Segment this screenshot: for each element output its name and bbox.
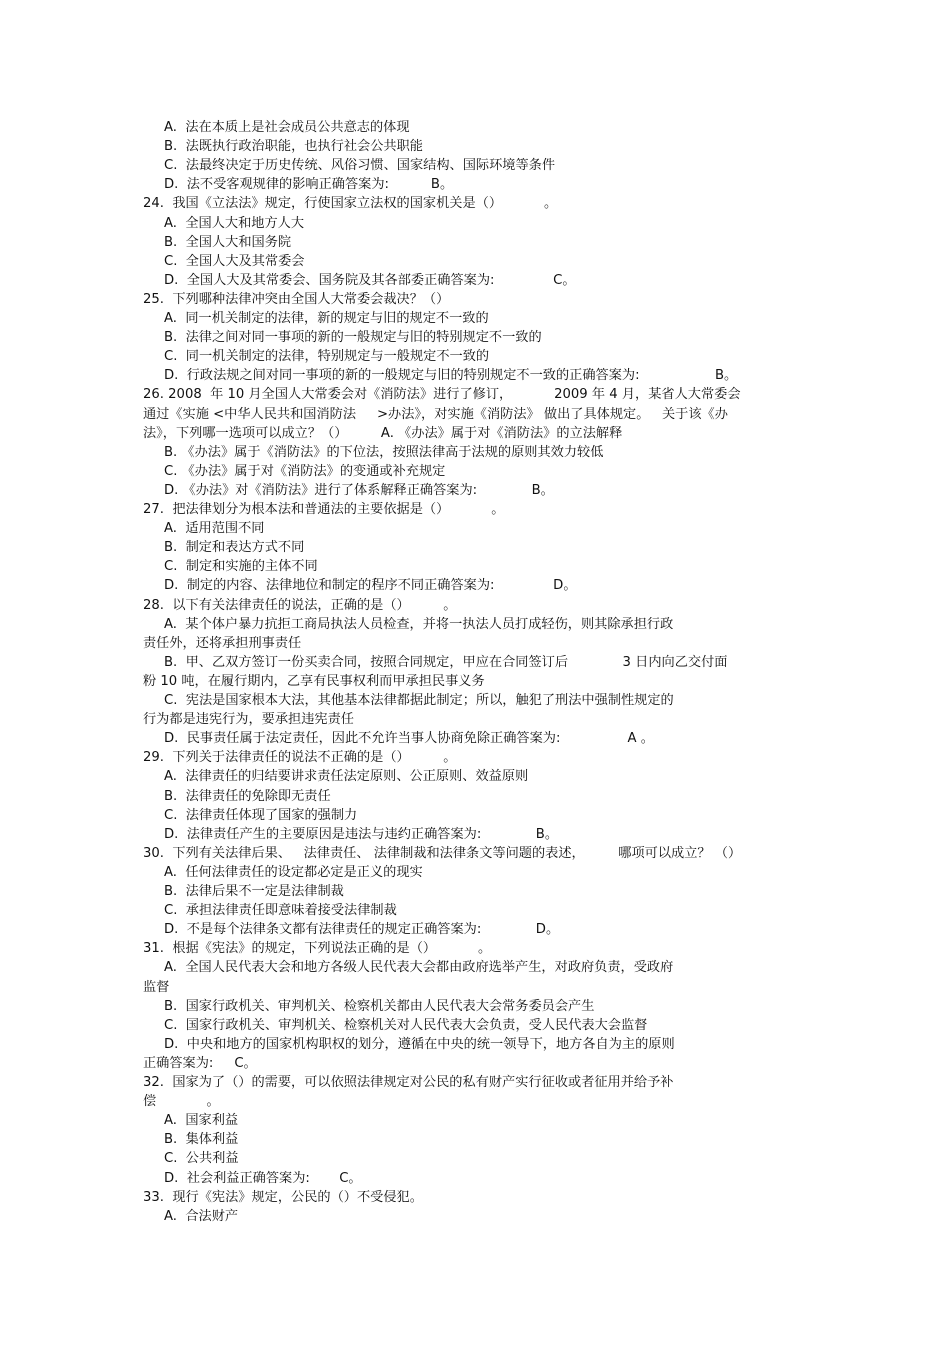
option-line: A. 合法财产 [164, 1208, 239, 1224]
continuation-line: 通过《实施 <中华人民共和国消防法 >办法》，对实施《消防法》 做出了具体规定。 关于该《办 [143, 406, 728, 422]
question-line: 25. 下列哪种法律冲突由全国人大常委会裁决？（） [143, 291, 450, 307]
option-line: C. 宪法是国家根本大法，其他基本法律都据此制定；所以，触犯了刑法中强制性规定的 [164, 693, 674, 708]
option-line: C. 《办法》属于对《消防法》的变通或补充规定 [164, 463, 446, 479]
option-line: C. 国家行政机关、审判机关、检察机关对人民代表大会负责，受人民代表大会监督 [164, 1017, 648, 1033]
option-line: B. 国家行政机关、审判机关、检察机关都由人民代表大会常务委员会产生 [164, 998, 595, 1014]
continuation-line: 粉 10 吨，在履行期内，乙享有民事权利而甲承担民事义务 [143, 673, 485, 689]
continuation-line: 法》，下列哪一选项可以成立？（） A. 《办法》属于对《消防法》的立法解释 [143, 425, 623, 441]
question-line: 29. 下列关于法律责任的说法不正确的是（） 。 [143, 750, 457, 766]
option-line: A. 法律责任的归结要讲求责任法定原则、公正原则、效益原则 [164, 769, 529, 785]
option-line: D. 社会利益正确答案为: C。 [164, 1170, 362, 1186]
question-line: 30. 下列有关法律后果、 法律责任、 法律制裁和法律条文等问题的表述， 哪项可以成立？ （） [143, 845, 742, 861]
option-line: B. 集体利益 [164, 1132, 239, 1148]
continuation-line: 监督 [143, 979, 170, 995]
option-line: A. 全国人大和地方人大 [164, 215, 305, 231]
question-line: 24. 我国《立法法》规定，行使国家立法权的国家机关是（） 。 [143, 196, 558, 212]
continuation-line: 偿 。 [143, 1094, 220, 1110]
option-line: D. 行政法规之间对同一事项的新的一般规定与旧的特别规定不一致的正确答案为: B。 [164, 368, 738, 384]
option-line: B. 制定和表达方式不同 [164, 540, 305, 556]
option-line: A. 全国人民代表大会和地方各级人民代表大会都由政府选举产生，对政府负责，受政府 [164, 960, 674, 976]
option-line: D. 制定的内容、法律地位和制定的程序不同正确答案为: D。 [164, 578, 577, 594]
option-line: D. 《办法》对《消防法》进行了体系解释正确答案为: B。 [164, 482, 554, 498]
option-line: D. 中央和地方的国家机构职权的划分，遵循在中央的统一领导下，地方各自为主的原则 [164, 1036, 675, 1052]
option-line: A. 同一机关制定的法律，新的规定与旧的规定不一致的 [164, 311, 489, 326]
option-line: C. 同一机关制定的法律，特别规定与一般规定不一致的 [164, 349, 490, 365]
option-line: D. 全国人大及其常委会、国务院及其各部委正确答案为: C。 [164, 272, 576, 288]
continuation-line: 行为都是违宪行为，要承担违宪责任 [143, 712, 354, 728]
option-line: C. 公共利益 [164, 1151, 239, 1167]
question-line: 33. 现行《宪法》规定，公民的（）不受侵犯。 [143, 1189, 423, 1205]
question-line: 31. 根据《宪法》的规定，下列说法正确的是（） 。 [143, 941, 492, 957]
option-line: D. 民事责任属于法定责任，因此不允许当事人协商免除正确答案为: A 。 [164, 731, 654, 747]
option-line: C. 制定和实施的主体不同 [164, 559, 318, 575]
continuation-line: 责任外，还将承担刑事责任 [143, 635, 302, 651]
option-line: C. 法最终决定于历史传统、风俗习惯、国家结构、国际环境等条件 [164, 158, 556, 174]
option-line: C. 法律责任体现了国家的强制力 [164, 807, 358, 823]
option-line: A. 国家利益 [164, 1113, 239, 1129]
option-line: B. 法律后果不一定是法律制裁 [164, 884, 344, 899]
option-line: C. 承担法律责任即意味着接受法律制裁 [164, 903, 397, 919]
option-line: A. 某个体户暴力抗拒工商局执法人员检查，并将一执法人员打成轻伤，则其除承担行政 [164, 616, 674, 632]
option-line: D. 不是每个法律条文都有法律责任的规定正确答案为: D。 [164, 922, 560, 938]
question-line: 28. 以下有关法律责任的说法，正确的是（） 。 [143, 597, 457, 613]
option-line: B. 甲、乙双方签订一份买卖合同，按照合同规定，甲应在合同签订后 3 日内向乙交付面 [164, 654, 728, 670]
option-line: C. 全国人大及其常委会 [164, 253, 305, 269]
option-line: B. 《办法》属于《消防法》的下位法，按照法律高于法规的原则其效力较低 [164, 444, 604, 460]
option-line: B. 法律之间对同一事项的新的一般规定与旧的特别规定不一致的 [164, 330, 542, 346]
option-line: D. 法不受客观规律的影响正确答案为: B。 [164, 177, 454, 193]
option-line: B. 全国人大和国务院 [164, 234, 292, 250]
option-line: A. 法在本质上是社会成员公共意志的体现 [164, 120, 410, 135]
option-line: A. 适用范围不同 [164, 521, 265, 537]
option-line: B. 法律责任的免除即无责任 [164, 788, 331, 804]
option-line: B. 法既执行政治职能，也执行社会公共职能 [164, 139, 423, 155]
question-line: 26. 2008 年 10 月全国人大常委会对《消防法》进行了修订， 2009 年 4 月，某省人大常委会 [143, 387, 741, 403]
option-line: D. 法律责任产生的主要原因是违法与违约正确答案为: B。 [164, 826, 559, 842]
question-line: 27. 把法律划分为根本法和普通法的主要依据是（） 。 [143, 502, 505, 517]
continuation-line: 正确答案为: C。 [143, 1055, 257, 1071]
option-line: A. 任何法律责任的设定都必定是正义的现实 [164, 864, 423, 880]
question-line: 32. 国家为了（）的需要，可以依照法律规定对公民的私有财产实行征收或者征用并给予补 [143, 1075, 674, 1090]
